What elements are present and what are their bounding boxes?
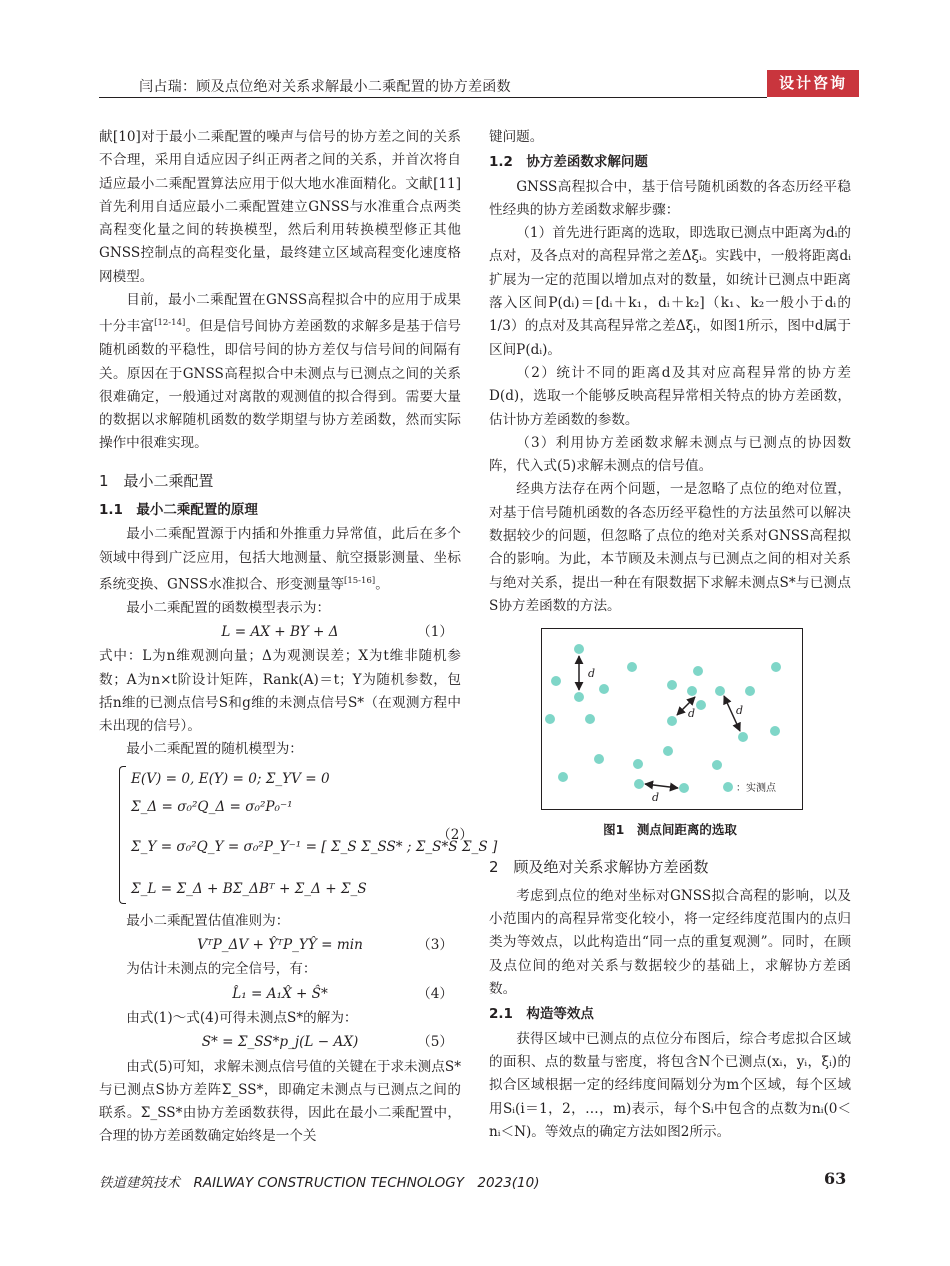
figure-caption: 图1 测点间距离的选取 — [603, 822, 737, 838]
distance-label: d — [688, 707, 696, 721]
paragraph: GNSS高程拟合中，基于信号随机函数的各态历经平稳性经典的协方差函数求解步骤： — [489, 178, 851, 218]
subsection-heading: 1.1 最小二乘配置的原理 — [99, 501, 258, 518]
paragraph: 考虑到点位的绝对坐标对GNSS拟合高程的影响，以及小范围内的高程异常变化较小，将一定经纬度范围内的点归类为等效点，以此构造出“同一点的重复观测”。同时，在顾及点位间的绝对关系与数据较少的基础上，求解协方差函数。 — [489, 887, 851, 998]
distance-label: d — [736, 704, 744, 718]
survey-point — [770, 726, 780, 736]
survey-point — [599, 684, 609, 694]
paragraph: 由式(1)～式(4)可得未测点S*的解为： — [126, 1009, 358, 1026]
citation: [12-14] — [154, 318, 186, 329]
paragraph: 式中：L为n维观测向量；Δ为观测误差；X为t维非随机参数；A为n×t阶设计矩阵，Rank(A)＝t；Y为随机参数，包括n维的已测点信号S和g维的未测点信号S*（在观测方程中未出现的信号）。 — [99, 648, 461, 735]
section-heading: 1 最小二乘配置 — [99, 471, 214, 490]
survey-point — [594, 754, 604, 764]
distance-label: d — [652, 791, 660, 805]
equation-3: VᵀP_ΔV + ŶᵀP_YŶ = min （3） — [197, 937, 453, 954]
paragraph: 经典方法存在两个问题，一是忽略了点位的绝对位置，对基于信号随机函数的各态历经平稳性的方法虽然可以解决数据较少的问题，但忽略了点位的绝对关系对GNSS高程拟合的影响。为此，本节顾及未测点与已测点之间的相对关系与绝对关系，提出一种在有限数据下求解未测点S*与已测点S协方差函数的方法。 — [489, 481, 851, 614]
paragraph: 为估计未测点的完全信号，有： — [126, 961, 317, 978]
paragraph: 最小二乘配置估值准则为： — [126, 912, 290, 929]
figure-1 — [541, 628, 803, 810]
paragraph: 献[10]对于最小二乘配置的噪声与信号的协方差之间的关系不合理，采用自适应因子纠正两者之间的关系，并首次将自适应最小二乘配置算法应用于似大地水准面精化。文献[11]首先利用自适应最小二乘配置建立GNSS与水准重合点两类高程变化量之间的转换模型，然后利用转换模型修正其他GNSS控制点的高程变化量，最终建立区域高程变化速度格网模型。 — [99, 129, 461, 285]
equation-2: E(V) = 0, E(Y) = 0; Σ_YV = 0 Σ_Δ = σ₀²Q_Δ = σ₀²P₀⁻¹ Σ_Y = σ₀²Q_Y = σ₀²P_Y⁻¹ = [ Σ_S Σ_SS* ; Σ_S*S Σ_S ] Σ_L = Σ_Δ + BΣ_ΔBᵀ + Σ_Δ + Σ_S （2） — [119, 766, 461, 906]
running-header-title: 闫占瑞：顾及点位绝对关系求解最小二乘配置的协方差函数 — [139, 79, 511, 95]
equation-4: L̂₁ = A₁X̂ + Ŝ* （4） — [232, 985, 453, 1002]
equation-brace — [119, 766, 126, 904]
survey-point — [585, 714, 595, 724]
survey-point — [696, 700, 706, 710]
paragraph: 目前，最小二乘配置在GNSS高程拟合中的应用于成果十分丰富[12-14]。但是信号间协方差函数的求解多是基于信号随机函数的平稳性，即信号间的协方差仅与信号间的间隔有关。原因在于GNSS高程拟合中未测点与已测点之间的关系很难确定，一般通过对离散的观测值的拟合得到。需要大量的数据以求解随机函数的数学期望与协方差函数，然而实际操作中很难实现。 — [99, 292, 462, 452]
survey-point — [715, 686, 725, 696]
legend-point — [723, 782, 733, 792]
paragraph: 最小二乘配置的函数模型表示为： — [126, 599, 331, 616]
section-heading: 2 顾及绝对关系求解协方差函数 — [489, 857, 709, 876]
journal-footer: 铁道建筑技术 RAILWAY CONSTRUCTION TECHNOLOGY 2023(10) — [99, 1175, 540, 1191]
survey-point — [745, 686, 755, 696]
subsection-heading: 2.1 构造等效点 — [489, 1006, 594, 1023]
survey-point — [627, 662, 637, 672]
section-badge: 设计咨询 — [767, 70, 859, 97]
paragraph: 由式(5)可知，求解未测点信号值的关键在于求未测点S*与已测点S协方差阵Σ_SS*，即确定未测点与已测点之间的联系。Σ_SS*由协方差函数获得，因此在最小二乘配置中，合理的协方差函数确定始终是一个关 — [99, 1058, 461, 1145]
paragraph: （1）首先进行距离的选取，即选取已测点中距离为dᵢ的点对，及各点对的高程异常之差Δξᵢ。实践中，一般将距离dᵢ扩展为一定的范围以增加点对的数量，如统计已测点中距离落入区间P(dᵢ)＝[dᵢ＋k₁，dᵢ＋k₂]（k₁、k₂一般小于dᵢ的1/3）的点对及其高程异常之差Δξᵢ，如图1所示，图中d属于区间P(dᵢ)。 — [489, 225, 851, 358]
survey-point — [551, 676, 561, 686]
paragraph: （2）统计不同的距离d及其对应高程异常的协方差D(d)，选取一个能够反映高程异常相关特点的协方差函数，估计协方差函数的参数。 — [489, 364, 851, 428]
survey-point — [558, 772, 568, 782]
survey-point — [574, 644, 584, 654]
left-column — [99, 126, 498, 1149]
survey-point — [667, 716, 677, 726]
paragraph: 最小二乘配置源于内插和外推重力异常值，此后在多个领域中得到广泛应用，包括大地测量、航空摄影测量、坐标系统变换、GNSS水准拟合、形变测量等[15-16]。 — [99, 526, 461, 593]
paragraph: 最小二乘配置的随机模型为： — [126, 741, 303, 758]
survey-point — [663, 746, 673, 756]
distance-label: d — [588, 667, 596, 681]
survey-point — [771, 662, 781, 672]
survey-point — [693, 666, 703, 676]
page-number: 63 — [824, 1169, 847, 1188]
survey-point — [545, 714, 555, 724]
equation-5: S* = Σ_SS*p_j(L − AX) （5） — [201, 1034, 453, 1051]
survey-point — [634, 779, 644, 789]
survey-points — [545, 644, 781, 793]
right-column — [489, 126, 851, 1144]
paragraph: 键问题。 — [489, 129, 544, 145]
paragraph: 获得区域中已测点的点位分布图后，综合考虑拟合区域的面积、点的数量与密度，将包含N个已测点(xᵢ，yᵢ，ξᵢ)的拟合区域根据一定的经纬度间隔划分为m个区域，每个区域用Sᵢ(i＝1，2，…，m)表示，每个Sᵢ中包含的点数为nᵢ(0＜nᵢ＜N)。等效点的确定方法如图2所示。 — [489, 1030, 851, 1140]
survey-point — [738, 732, 748, 742]
point-distance-diagram — [542, 629, 802, 809]
survey-point — [574, 692, 584, 702]
subsection-heading: 1.2 协方差函数求解问题 — [489, 154, 648, 171]
distance-arrow — [645, 784, 678, 788]
paragraph: （3）利用协方差函数求解未测点与已测点的协因数阵，代入式(5)求解未测点的信号值。 — [489, 434, 851, 475]
survey-point — [679, 783, 689, 793]
survey-point — [712, 760, 722, 770]
survey-point — [687, 686, 697, 696]
equation-1: L = AX + BY + Δ （1） — [221, 624, 453, 640]
survey-point — [667, 680, 677, 690]
citation: [15-16] — [344, 575, 376, 586]
legend-label: ：实测点 — [736, 783, 776, 795]
header-rule — [99, 97, 767, 98]
survey-point — [633, 759, 643, 769]
